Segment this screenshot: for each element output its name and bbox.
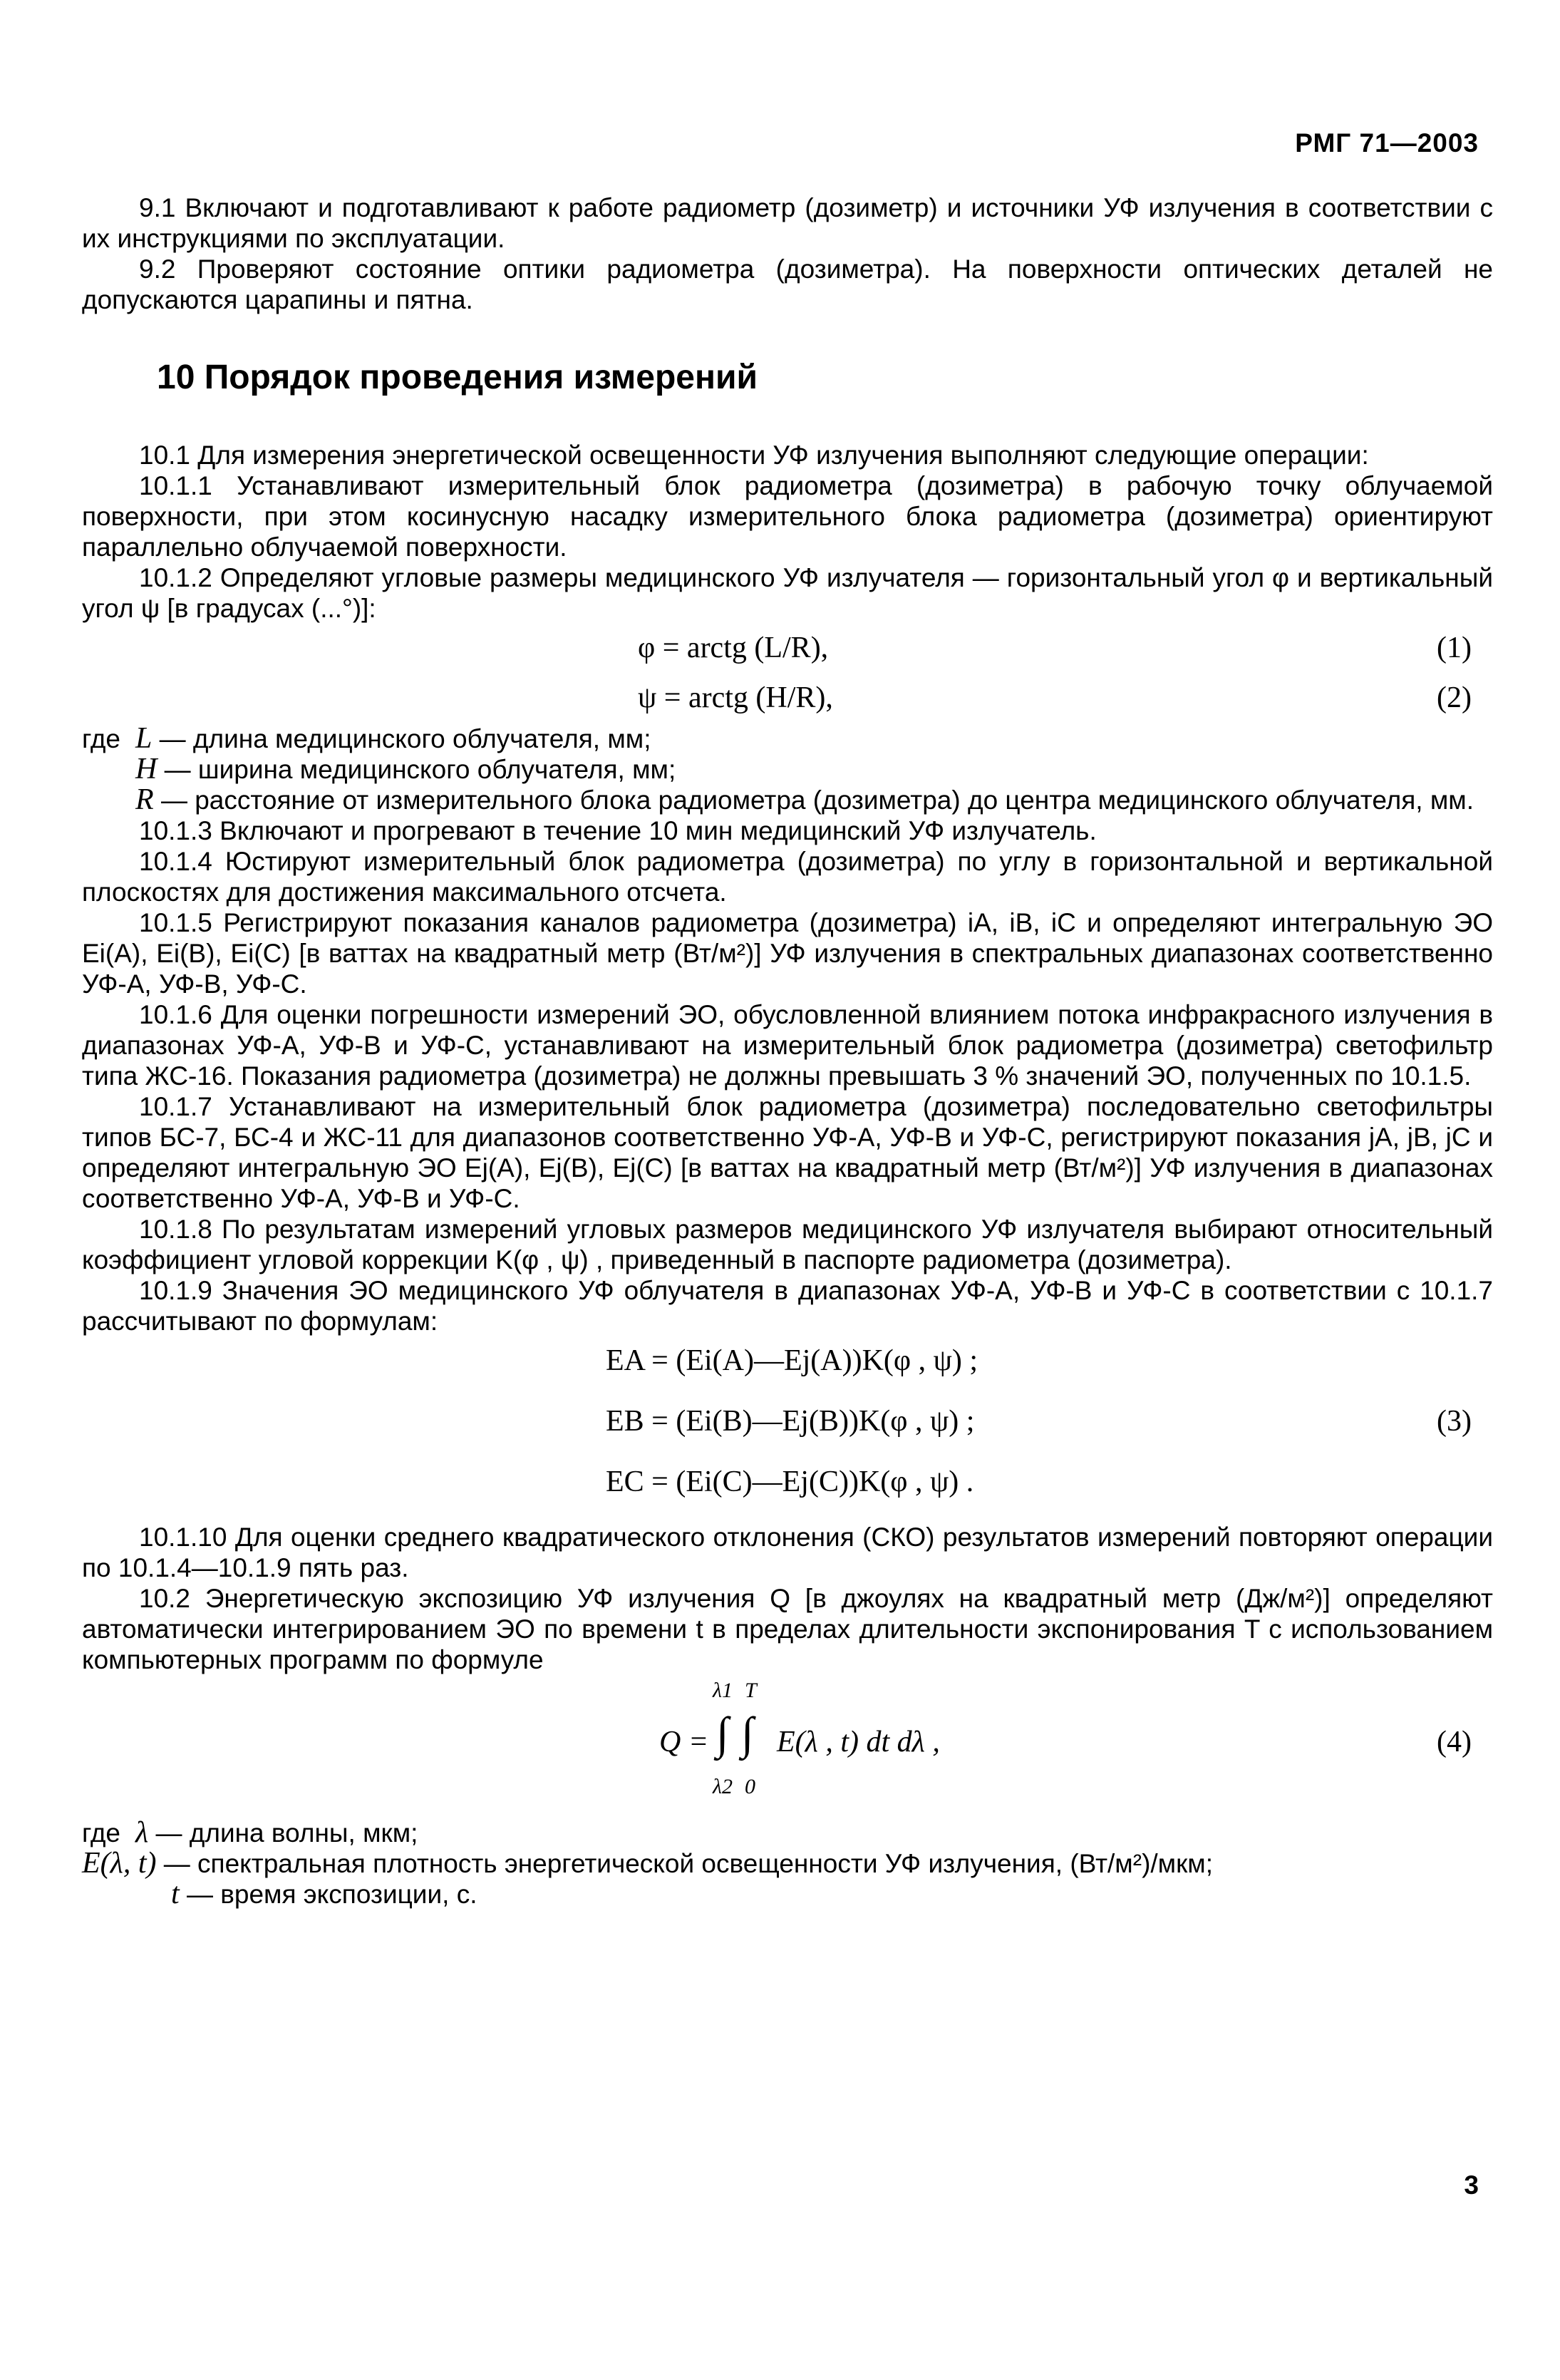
formula-3-line-a: EA = (Ei(A)—Ej(A))K(φ , ψ) ; <box>606 1344 978 1377</box>
content <box>82 192 1493 1910</box>
paragraph-10-1: 10.1 Для измерения энергетической освещенности УФ излучения выполняют следующие операции: <box>139 441 1369 470</box>
paragraph-10-1-7: 10.1.7 Устанавливают на измерительный блок радиометра (дозиметра) последовательно светофильтры типов БС-7, БС-4 и ЖС-11 для диапазонов соответственно УФ-А, УФ-В и УФ-С, регистрируют показания jA, jB, jC и определяют интегральную ЭО Ej(A), Ej(B), Ej(C) [в ваттах на квадратный метр (Вт/м²)] УФ излучения в диапазонах соответственно УФ-А, УФ-В и УФ-С. <box>82 1092 1493 1213</box>
paragraph-10-1-10: 10.1.10 Для оценки среднего квадратического отклонения (СКО) результатов измерений повторяют операции по 10.1.4—10.1.9 пять раз. <box>82 1523 1493 1582</box>
paragraph-10-1-3: 10.1.3 Включают и прогревают в течение 10 мин медицинский УФ излучатель. <box>139 816 1097 845</box>
where-item <box>82 723 1493 754</box>
formula-3-line-b: EB = (Ei(B)—Ej(B))K(φ , ψ) ; <box>606 1405 975 1438</box>
formula-2-number: (2) <box>1437 681 1472 714</box>
where-lead: где <box>82 1818 121 1848</box>
paragraph-10-2: 10.2 Энергетическую экспозицию УФ излучения Q [в джоулях на квадратный метр (Дж/м²)] определяют автоматически интегрированием ЭО по времени t в пределах длительности экспонирования T с использованием компьютерных программ по формуле <box>82 1584 1493 1674</box>
formula-3 <box>82 1336 1493 1522</box>
where-list-2 <box>82 1818 1493 1910</box>
formula-4-upper-limit-2: T <box>745 1679 757 1702</box>
integral-sign-1: ∫ <box>716 1708 729 1758</box>
where-item <box>82 785 1493 815</box>
where-definition: — длина волны, мкм; <box>155 1818 418 1848</box>
paragraph-9-2: 9.2 Проверяют состояние оптики радиометра (дозиметра). На поверхности оптических деталей не допускаются царапины и пятна. <box>82 254 1493 314</box>
paragraph-10-1-4: 10.1.4 Юстируют измерительный блок радиометра (дозиметра) по углу в горизонтальной и вертикальной плоскостях для достижения максимального отсчета. <box>82 847 1493 907</box>
section-title: 10 Порядок проведения измерений <box>157 359 758 396</box>
where-item <box>82 1879 1493 1910</box>
paragraph-10-1-2: 10.1.2 Определяют угловые размеры медицинского УФ излучателя — горизонтальный угол φ и вертикальный угол ψ [в градусах (...°)]: <box>82 563 1493 623</box>
where-definition: — длина медицинского облучателя, мм; <box>159 724 651 753</box>
where-item <box>82 754 1493 785</box>
where-symbol: λ <box>135 1816 149 1849</box>
where-symbol: L <box>135 722 153 755</box>
paragraph-9-1: 9.1 Включают и подготавливают к работе радиометр (дозиметр) и источники УФ излучения в соответствии с их инструкциями по эксплуатации. <box>82 193 1493 253</box>
paragraph-10-1-9: 10.1.9 Значения ЭО медицинского УФ облучателя в диапазонах УФ-А, УФ-В и УФ-С в соответствии с 10.1.7 рассчитывают по формулам: <box>82 1276 1493 1336</box>
document-code: РМГ 71—2003 <box>1295 128 1479 158</box>
integral-sign-2: ∫ <box>741 1708 754 1758</box>
page-number: 3 <box>1464 2170 1479 2200</box>
formula-3-line-c: EC = (Ei(C)—Ej(C))K(φ , ψ) . <box>606 1465 974 1498</box>
formula-4-integrand: E(λ , t) dt dλ , <box>777 1726 940 1758</box>
formula-1 <box>82 624 1493 674</box>
where-item <box>82 1818 1493 1848</box>
where-symbol: t <box>171 1877 180 1910</box>
where-lead: где <box>82 724 121 753</box>
where-item <box>82 1848 1493 1879</box>
where-symbol: R <box>135 783 154 816</box>
paragraph-10-1-6: 10.1.6 Для оценки погрешности измерений ЭО, обусловленной влиянием потока инфракрасного излучения в диапазонах УФ-А, УФ-В и УФ-С, устанавливают на измерительный блок радиометра (дозиметра) светофильтр типа ЖС-16. Показания радиометра (дозиметра) не должны превышать 3 % значений ЭО, полученных по 10.1.5. <box>82 1000 1493 1091</box>
formula-1-expression: φ = arctg (L/R), <box>638 632 829 664</box>
formula-4-lower-limit-1: λ2 <box>713 1775 733 1798</box>
where-definition: — время экспозиции, с. <box>186 1880 477 1909</box>
formula-4-upper-limit-1: λ1 <box>713 1679 733 1702</box>
formula-4-lhs: Q = <box>659 1726 709 1758</box>
formula-4 <box>82 1675 1493 1818</box>
paragraph-10-1-8: 10.1.8 По результатам измерений угловых размеров медицинского УФ излучателя выбирают относительный коэффициент угловой коррекции K(φ , ψ) , приведенный в паспорте радиометра (дозиметра). <box>82 1215 1493 1274</box>
paragraph-10-1-5: 10.1.5 Регистрируют показания каналов радиометра (дозиметра) iA, iB, iC и определяют интегральную ЭО Ei(A), Ei(B), Ei(C) [в ваттах на квадратный метр (Вт/м²)] УФ излучения в спектральных диапазонах соответственно УФ-А, УФ-В, УФ-С. <box>82 908 1493 999</box>
formula-4-number: (4) <box>1437 1726 1472 1758</box>
page-body <box>82 0 1493 2380</box>
where-definition: — спектральная плотность энергетической освещенности УФ излучения, (Вт/м²)/мкм; <box>163 1849 1214 1878</box>
formula-4-lower-limit-2: 0 <box>745 1775 755 1798</box>
formula-1-number: (1) <box>1437 632 1472 664</box>
where-list-1 <box>82 723 1493 815</box>
where-definition: — расстояние от измерительного блока радиометра (дозиметра) до центра медицинского облучателя, мм. <box>160 785 1474 815</box>
paragraph-10-1-1: 10.1.1 Устанавливают измерительный блок радиометра (дозиметра) в рабочую точку облучаемой поверхности, при этом косинусную насадку измерительного блока радиометра (дозиметра) ориентируют параллельно облучаемой поверхности. <box>82 471 1493 562</box>
where-symbol: H <box>135 753 157 785</box>
formula-3-number: (3) <box>1437 1405 1472 1438</box>
formula-2-expression: ψ = arctg (H/R), <box>638 681 833 714</box>
formula-2 <box>82 674 1493 723</box>
where-symbol: E(λ, t) <box>82 1847 157 1880</box>
where-definition: — ширина медицинского облучателя, мм; <box>164 755 676 784</box>
